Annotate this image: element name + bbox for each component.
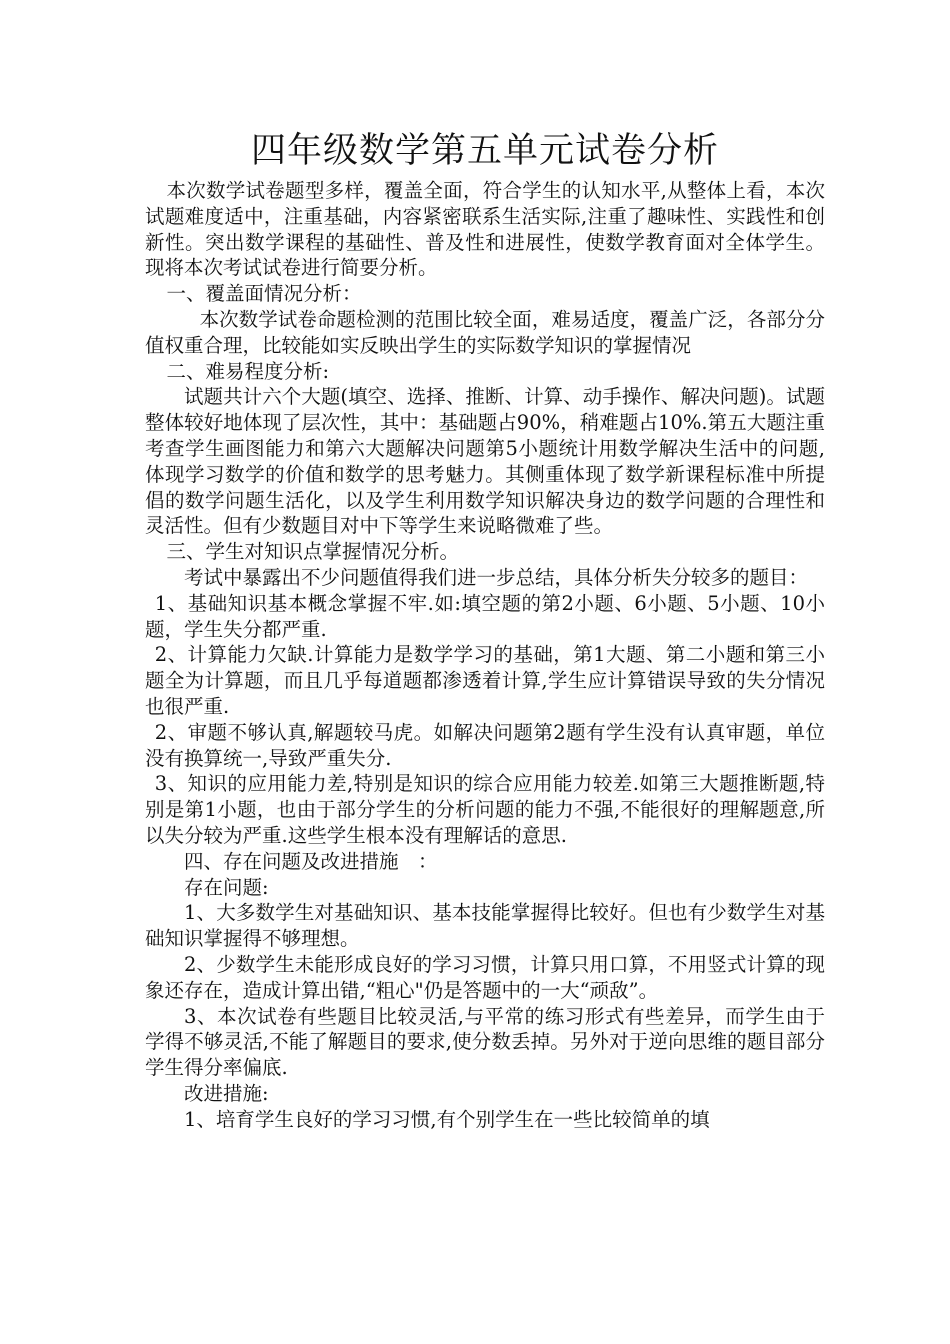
paragraph: 2、审题不够认真,解题较马虎。如解决问题第2题有学生没有认真审题，单位没有换算统一,导致严重失分. xyxy=(145,720,825,770)
paragraph: 存在问题: xyxy=(184,875,269,899)
paragraph: 一、覆盖面情况分析： xyxy=(166,282,362,306)
paragraph: 1、培育学生良好的学习习惯,有个别学生在一些比较简单的填 xyxy=(184,1107,710,1131)
paragraph: 试题共计六个大题(填空、选择、推断、计算、动手操作、解决问题)。试题整体较好地体现了层次性，其中：基础题占90%，稍难题占10%.第五大题注重考查学生画图能力和第六大题解决问题第5小题统计用数学解决生活中的问题,体现学习数学的价值和数学的思考魅力。其侧重体现了数学新课程标准中所提倡的数学问题生活化，以及学生利用数学知识解决身边的数学问题的合理性和灵活性。但有少数题目对中下等学生来说略微难了些。 xyxy=(145,385,825,538)
paragraph: 三、学生对知识点掌握情况分析。 xyxy=(166,540,459,564)
paragraph: 3、本次试卷有些题目比较灵活,与平常的练习形式有些差异，而学生由于学得不够灵活,不能了解题目的要求,使分数丢掉。另外对于逆向思维的题目部分学生得分率偏底. xyxy=(145,1004,825,1080)
paragraph: 本次数学试卷题型多样，覆盖全面，符合学生的认知水平,从整体上看，本次试题难度适中，注重基础，内容紧密联系生活实际,注重了趣味性、实践性和创新性。突出数学课程的基础性、普及性和进展性，使数学教育面对全体学生。现将本次考试试卷进行简要分析。 xyxy=(145,179,825,280)
paragraph: 2、少数学生未能形成良好的学习习惯，计算只用口算，不用竖式计算的现象还存在，造成计算出错,“粗心"仍是答题中的一大“顽敌”。 xyxy=(145,952,825,1002)
document-body xyxy=(145,178,825,1132)
document-page xyxy=(145,126,825,1132)
document-title: 四年级数学第五单元试卷分析 xyxy=(250,131,719,171)
paragraph: 1、大多数学生对基础知识、基本技能掌握得比较好。但也有少数学生对基础知识掌握得不够理想。 xyxy=(145,901,825,951)
paragraph: 1、基础知识基本概念掌握不牢.如:填空题的第2小题、6小题、5小题、10小题，学生失分都严重. xyxy=(145,591,825,641)
paragraph: 改进措施: xyxy=(184,1081,269,1105)
paragraph: 3、知识的应用能力差,特别是知识的综合应用能力较差.如第三大题推断题,特别是第1小题，也由于部分学生的分析问题的能力不强,不能很好的理解题意,所以失分较为严重.这些学生根本没有理解话的意思. xyxy=(145,772,825,847)
paragraph: 四、存在问题及改进措施 ： xyxy=(184,849,438,873)
paragraph: 本次数学试卷命题检测的范围比较全面，难易适度，覆盖广泛，各部分分值权重合理，比较能如实反映出学生的实际数学知识的掌握情况 xyxy=(145,307,825,357)
paragraph: 2、计算能力欠缺.计算能力是数学学习的基础，第1大题、第二小题和第三小题全为计算题，而且几乎每道题都渗透着计算,学生应计算错误导致的失分情况也很严重. xyxy=(145,643,825,718)
paragraph: 考试中暴露出不少问题值得我们进一步总结，具体分析失分较多的题目： xyxy=(184,565,809,589)
paragraph: 二、难易程度分析: xyxy=(166,359,330,383)
